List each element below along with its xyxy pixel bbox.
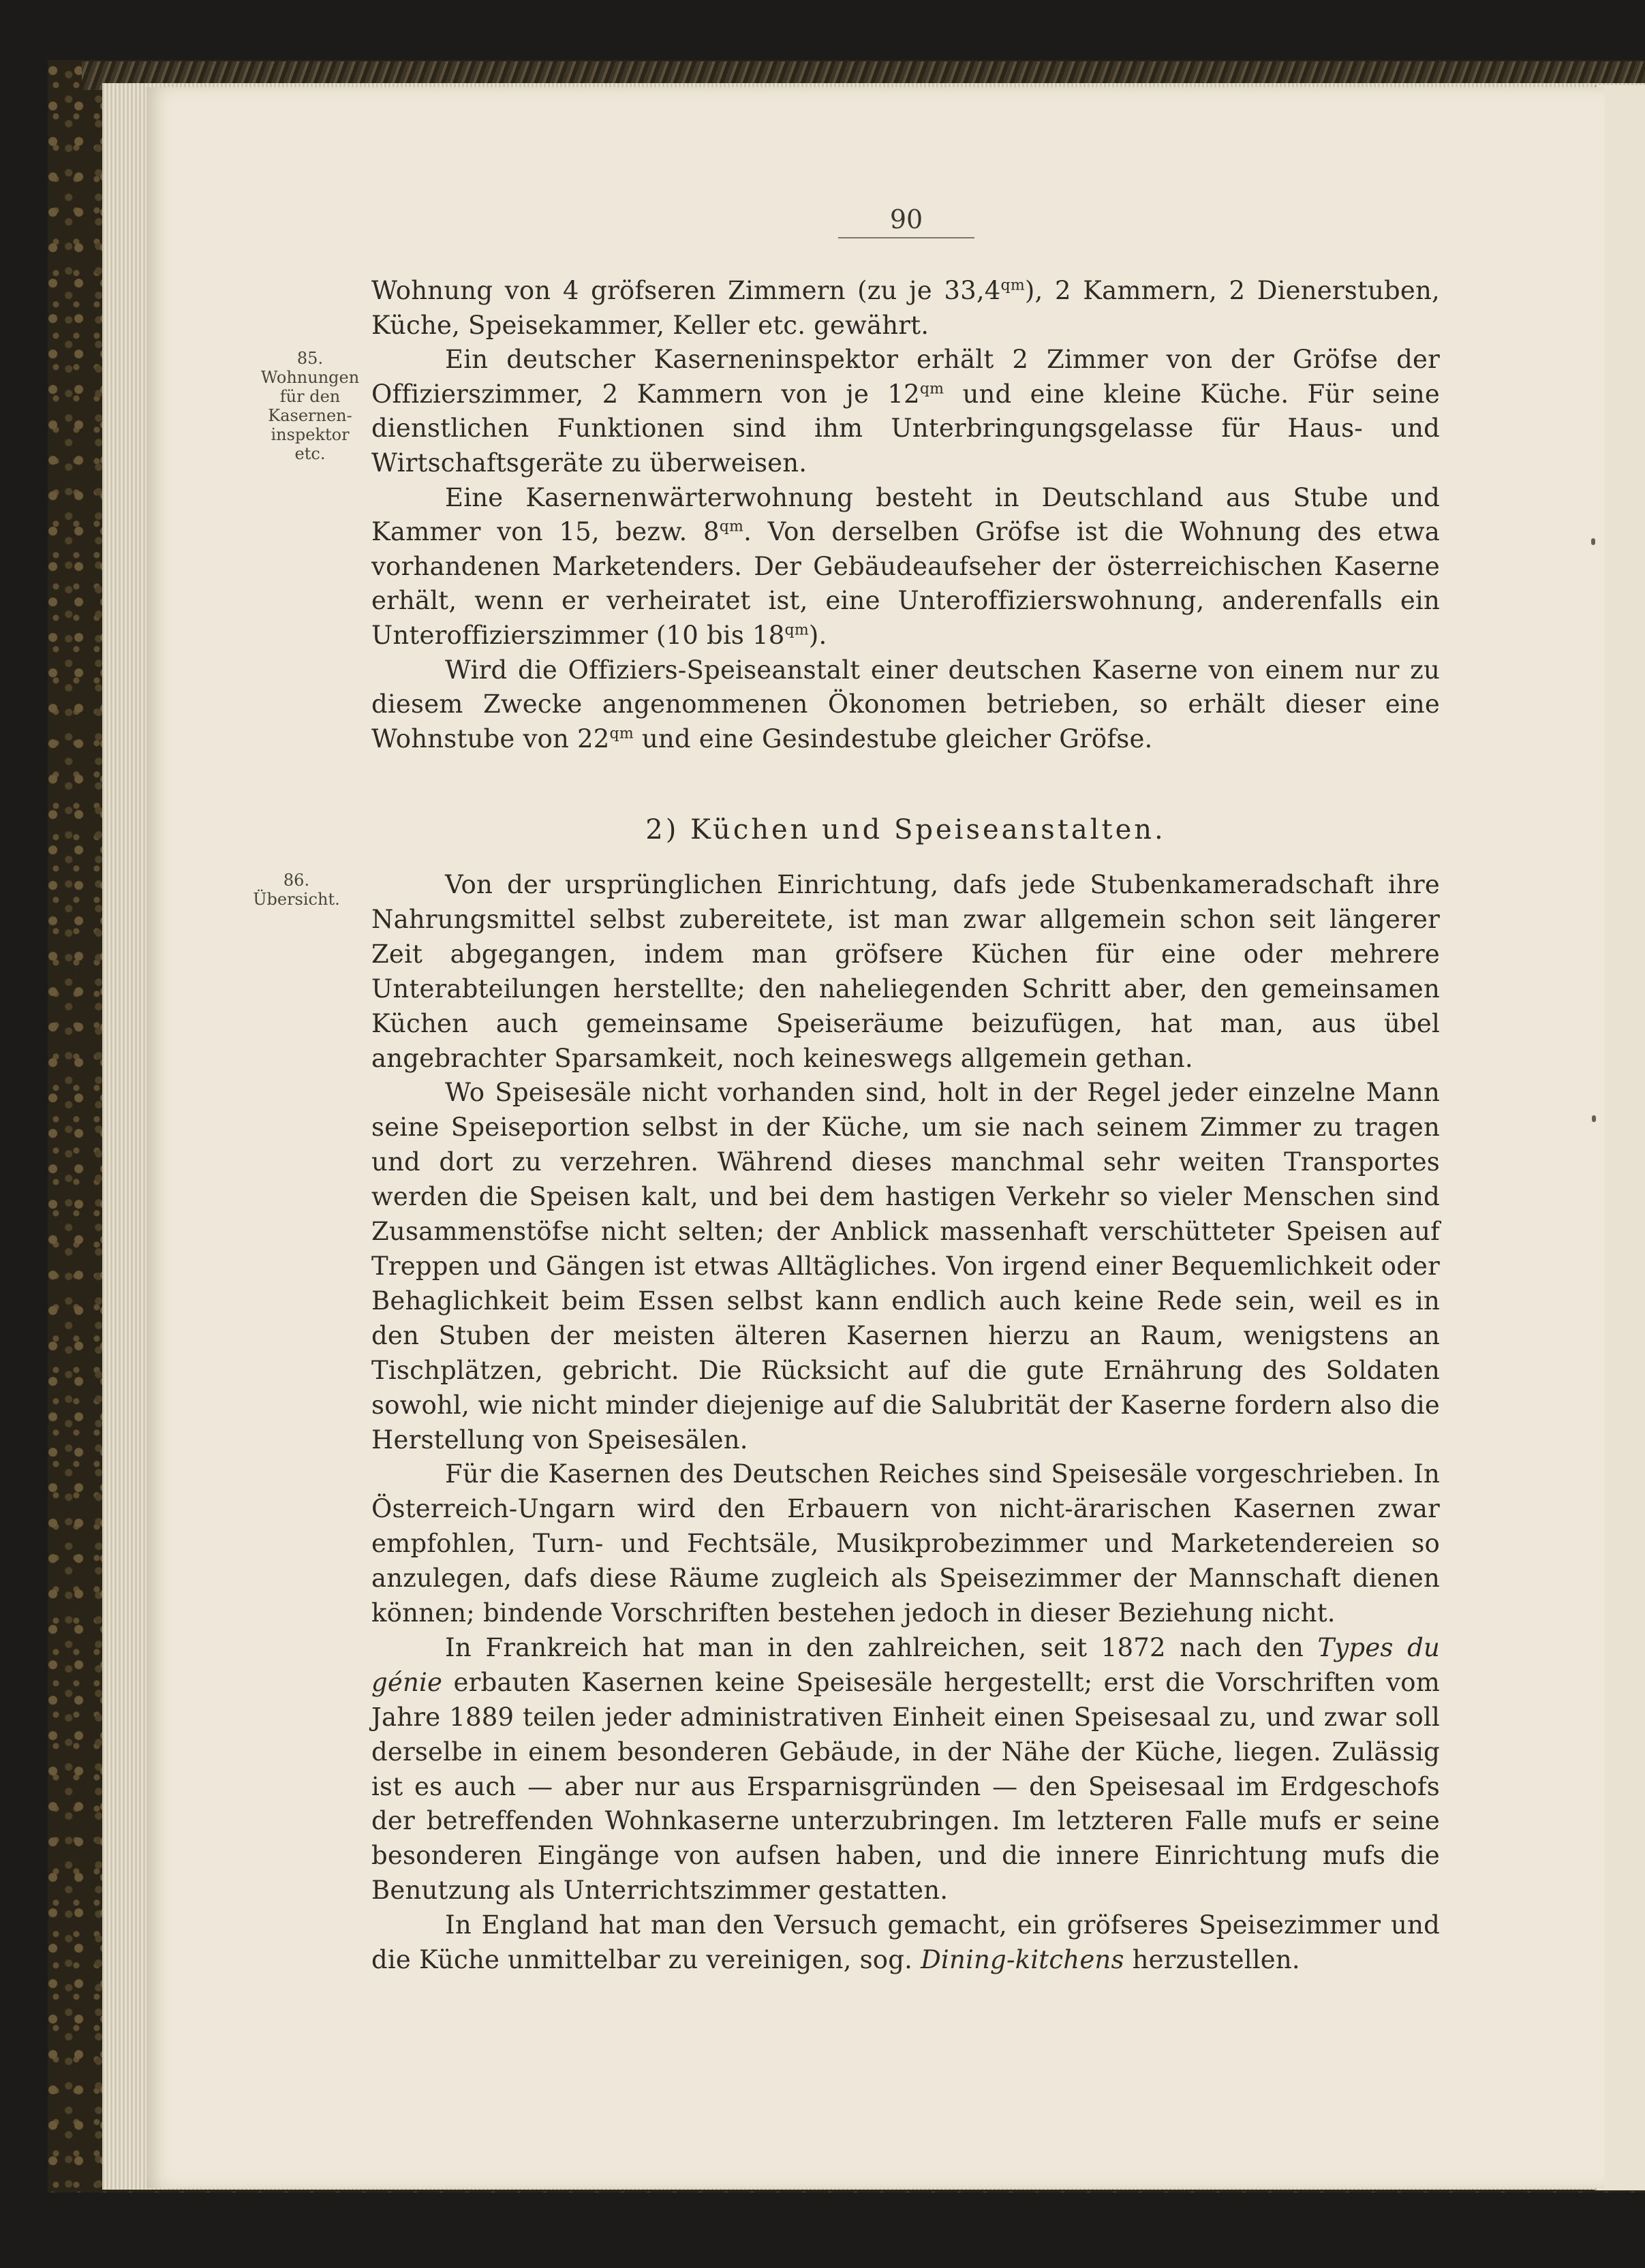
margin-note-line: Übersicht. xyxy=(253,890,340,909)
paragraph: Wo Speisesäle nicht vorhanden sind, holt in der Regel jeder einzelne Mann seine Speiseportion selbst in der Küche, um sie nach seinem Zimmer zu tragen und dort zu verzehren. Während dieses manchmal sehr weiten Transportes werden die Speisen kalt, und bei dem hastigen Verkehr so vieler Menschen sind Zusammenstöfse nicht selten; der Anblick massenhaft verschütteter Speisen auf Treppen und Gängen ist etwas Alltägliches. Von irgend einer Bequemlichkeit oder Behaglichkeit beim Essen selbst kann endlich auch keine Rede sein, weil es in den Stuben der meisten älteren Kasernen hierzu an Raum, wenigstens an Tischplätzen, gebricht. Die Rücksicht auf die gute Ernährung des Soldaten sowohl, wie nicht minder diejenige auf die Salubrität der Kaserne fordern also die Herstellung von Speisesälen. xyxy=(371,1078,1440,1455)
page-mark xyxy=(1591,538,1595,545)
margin-note-line: Wohnungen xyxy=(260,368,360,387)
margin-note-86 xyxy=(235,871,358,909)
paragraph: Ein deutscher Kaserneninspektor erhält 2 Zimmer von der Gröfse der Offizierszimmer, 2 Kammern von je $12^{qm}$ und eine kleine Küche. Für seine dienstlichen Funktionen sind ihm Unterbringungsgelasse für Haus- und Wirtschaftsgeräte zu überweisen. xyxy=(371,345,1440,478)
section-heading: 2) Küchen und Speiseanstalten. xyxy=(645,814,1166,845)
margin-note-line: für den xyxy=(279,387,341,406)
page-header xyxy=(838,204,974,238)
page-number: 90 xyxy=(889,204,923,234)
margin-note-number: 86. xyxy=(283,871,310,890)
paragraph: Wohnung von 4 gröfseren Zimmern (zu je $33,4^{qm}$), 2 Kammern, 2 Dienerstuben, Küche, Speisekammer, Keller etc. gewährt. xyxy=(371,276,1440,340)
margin-note-line: etc. xyxy=(294,444,326,463)
section-1-text xyxy=(371,274,1440,756)
paragraph: Von der ursprünglichen Einrichtung, dafs jede Stubenkameradschaft ihre Nahrungsmittel selbst zubereitete, ist man zwar allgemein schon seit längerer Zeit abgegangen, indem man gröfsere Küchen für eine oder mehrere Unterabteilungen herstellte; den naheliegenden Schritt aber, den gemeinsamen Küchen auch gemeinsame Speiseräume beizufügen, hat man, aus übel angebrachter Sparsamkeit, noch keineswegs allgemein gethan. xyxy=(371,870,1440,1073)
paragraph: Für die Kasernen des Deutschen Reiches sind Speisesäle vorgeschrieben. In Österreich-Ungarn wird den Erbauern von nicht-ärarischen Kasernen zwar empfohlen, Turn- und Fechtsäle, Musikprobezimmer und Marketendereien so anzulegen, dafs diese Räume zugleich als Speisezimmer der Mannschaft dienen können; bindende Vorschriften bestehen jedoch in dieser Beziehung nicht. xyxy=(371,1459,1440,1628)
paragraph: In England hat man den Versuch gemacht, ein gröfseres Speisezimmer und die Küche unmittelbar zu vereinigen, sog. Dining-kitchens herzustellen. xyxy=(371,1910,1440,1975)
paragraph: Eine Kasernenwärterwohnung besteht in Deutschland aus Stube und Kammer von 15, bezw. $8^{qm}$. Von derselben Gröfse ist die Wohnung des etwa vorhandenen Marketenders. Der Gebäudeaufseher der österreichischen Kaserne erhält, wenn er verheiratet ist, eine Unteroffizierswohnung, anderenfalls ein Unteroffizierszimmer (10 bis $18^{qm}$). xyxy=(371,482,1440,650)
margin-note-number: 85. xyxy=(296,349,324,368)
paragraph: In Frankreich hat man in den zahlreichen, seit 1872 nach den Types du génie erbauten Kasernen keine Speisesäle hergestellt; erst die Vorschriften vom Jahre 1889 teilen jeder administrativen Einheit einen Speisesaal zu, und zwar soll derselbe in einem besonderen Gebäude, in der Nähe der Küche, liegen. Zulässig ist es auch — aber nur aus Ersparnisgründen — den Speisesaal im Erdgeschofs der betreffenden Wohnkaserne unterzubringen. Im letzteren Falle mufs er seine besonderen Eingänge von aufsen haben, und die innere Einrichtung mufs die Benutzung als Unterrichtszimmer gestatten. xyxy=(371,1632,1440,1906)
margin-note-line: inspektor xyxy=(271,425,350,444)
header-rule xyxy=(838,237,974,238)
paragraph: Wird die Offiziers-Speiseanstalt einer deutschen Kaserne von einem nur zu diesem Zwecke angenommenen Ökonomen betrieben, so erhält dieser eine Wohnstube von $22^{qm}$ und eine Gesindestube gleicher Gröfse. xyxy=(371,655,1440,754)
margin-note-85 xyxy=(252,349,368,463)
margin-note-line: Kasernen- xyxy=(268,406,352,425)
page-mark xyxy=(1592,1115,1596,1122)
section-2-text xyxy=(371,868,1440,1978)
